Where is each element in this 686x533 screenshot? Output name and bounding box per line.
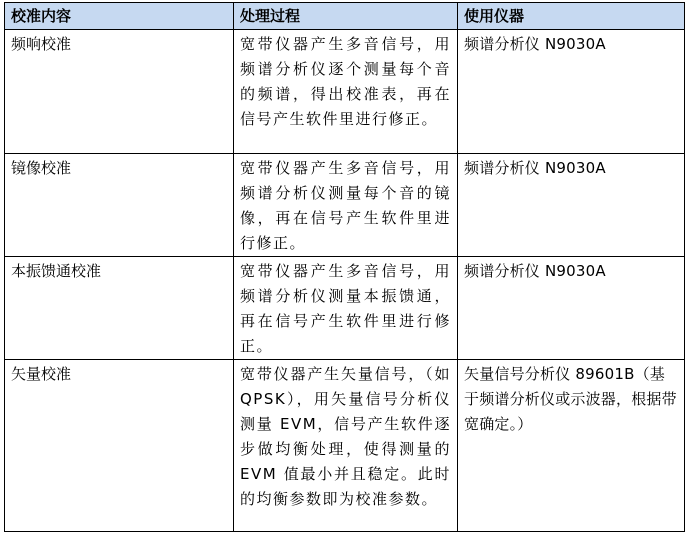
calibration-item-cell: 频响校准 <box>5 30 234 154</box>
calibration-item-cell: 镜像校准 <box>5 154 234 257</box>
header-process: 处理过程 <box>234 3 458 30</box>
calibration-item-cell: 矢量校准 <box>5 360 234 532</box>
calibration-item-cell: 本振馈通校准 <box>5 257 234 360</box>
table-row <box>5 154 685 257</box>
instrument-cell: 矢量信号分析仪 89601B（基于频谱分析仪或示波器，根据带宽确定。） <box>458 360 685 532</box>
instrument-cell: 频谱分析仪 N9030A <box>458 154 685 257</box>
process-cell: 宽带仪器产生矢量信号，（如 QPSK），用矢量信号分析仪测量 EVM，信号产生软件逐步做均衡处理，使得测量的 EVM 值最小并且稳定。此时的均衡参数即为校准参数。 <box>234 360 458 532</box>
header-instrument: 使用仪器 <box>458 3 685 30</box>
table-row <box>5 30 685 154</box>
process-cell: 宽带仪器产生多音信号，用频谱分析仪测量本振馈通，再在信号产生软件里进行修正。 <box>234 257 458 360</box>
header-calibration-item: 校准内容 <box>5 3 234 30</box>
calibration-table <box>4 2 685 532</box>
process-cell: 宽带仪器产生多音信号，用频谱分析仪逐个测量每个音的频谱，得出校准表，再在信号产生软件里进行修正。 <box>234 30 458 154</box>
table-row <box>5 257 685 360</box>
instrument-cell: 频谱分析仪 N9030A <box>458 30 685 154</box>
table-header-row <box>5 3 685 30</box>
table-row <box>5 360 685 532</box>
instrument-cell: 频谱分析仪 N9030A <box>458 257 685 360</box>
process-cell: 宽带仪器产生多音信号，用频谱分析仪测量每个音的镜像，再在信号产生软件里进行修正。 <box>234 154 458 257</box>
